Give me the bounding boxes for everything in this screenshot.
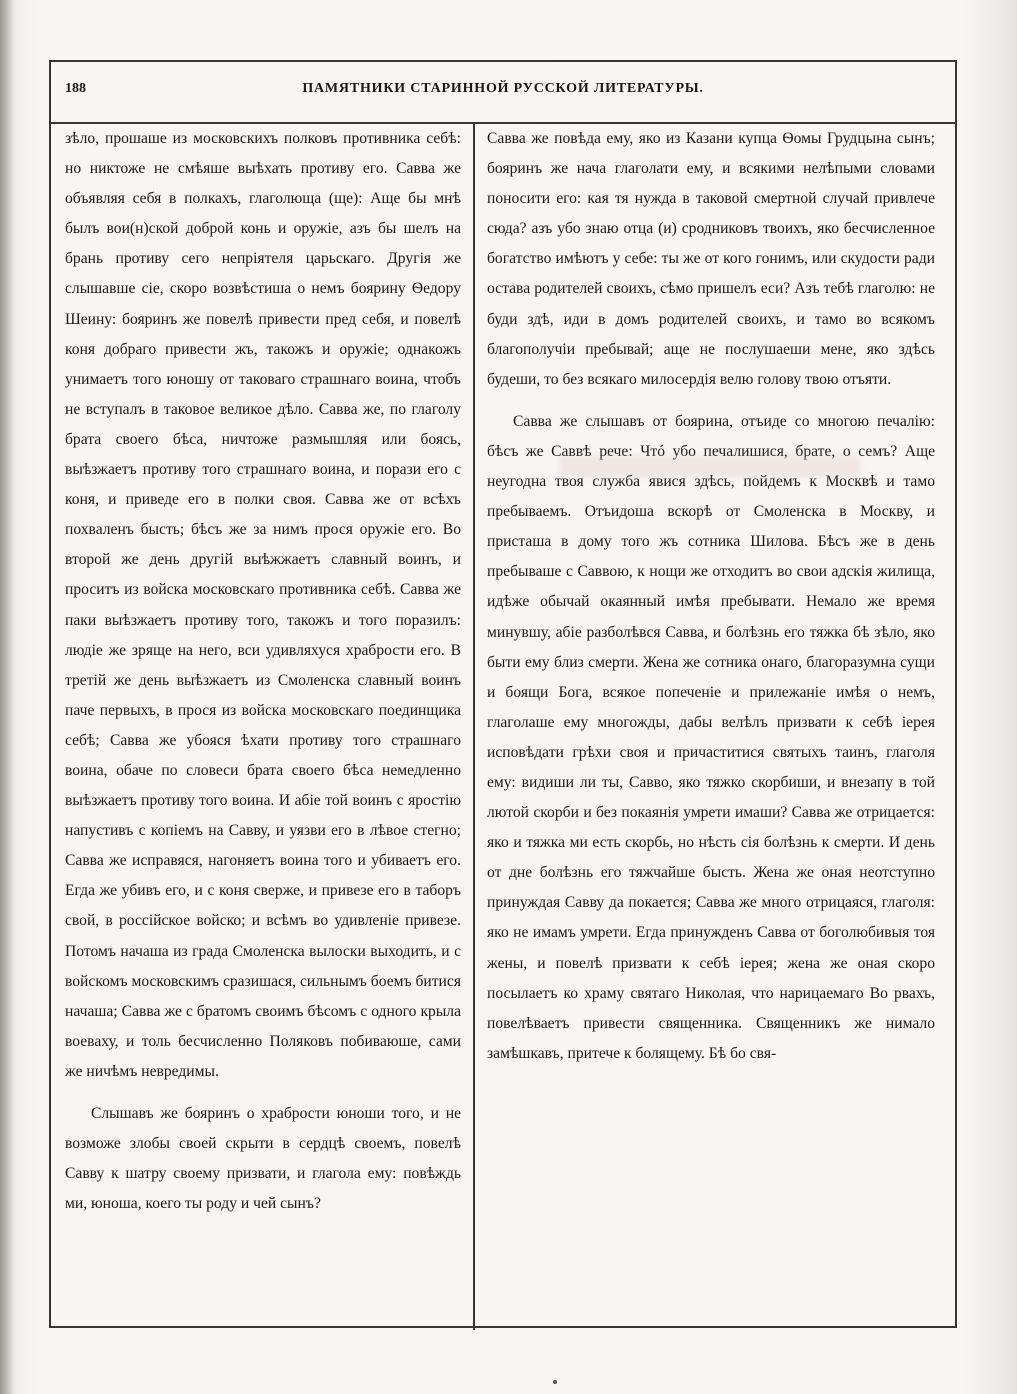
paragraph: зѣло, прошаше из московскихъ полковъ противника себѣ: но никтоже не смѣяше выѣхать противу его. Савва же объявляя себя в полкахъ, глаголюща (ще): Аще бы мнѣ былъ вои(н)ской доброй конь и оружіе, азъ бы шелъ на брань противу сего непріятеля царьскаго. Другія же слышавше сіе, скоро возвѣстиша о немъ боярину Ѳедору Шеину: бояринъ же повелѣ привести пред себя, и повелѣ коня добраго привести жъ, такожъ и оружіе; однакожъ унимаетъ того юношу от таковаго страшнаго воина, чтобъ не вступалъ в таковое великое дѣло. Савва же, по глаголу брата своего бѣса, ничтоже размышляя или боясь, выѣзжаетъ противу того страшнаго воина, и порази его с коня, и приведе его в полки своя. Савва же от всѣхъ похваленъ бысть; бѣсъ же за нимъ прося оружіе его. Во второй же день другій выѣжжаетъ славный воинъ, и проситъ из войска московскаго противника себѣ. Савва же паки выѣзжаетъ противу того, такожъ и того поразилъ: людіе же зряще на него, вси удивляхуся храбрости его. В третій же день выѣзжаетъ из Смоленска славный воинъ паче первыхъ, в прося из войска московскаго поединщика себѣ; Савва же убояся ѣхати противу того страшнаго воина, обаче по словеси брата своего бѣса немедленно выѣзжаетъ противу того воина. И абіе той воинъ с яростію напустивъ с копіемъ на Савву, и уязви его в лѣвое стегно; Савва же исправяся, нагоняетъ воина того и убиваетъ его. Егда же убивъ его, и с коня сверже, и привезе его в таборъ свой, в россійское войско; и всѣмъ во удивленіе привезе. Потомъ начаша из града Смоленска вылоски выходить, и с войскомъ московскимъ сразишася, сильнымъ боемъ битися начаша; Савва же с братомъ своимъ бѣсомъ с одного крыла воеваху, и толь бесчисленно Поляковъ побиваюше, сами же ничѣмъ невредимы. xyxy=(65,130,461,1080)
binding-shadow xyxy=(0,0,14,1394)
column-divider xyxy=(473,122,475,1330)
right-column xyxy=(487,124,935,1069)
running-title: ПАМЯТНИКИ СТАРИННОЙ РУССКОЙ ЛИТЕРАТУРЫ. xyxy=(302,81,704,96)
paper-stain xyxy=(560,455,860,477)
print-mark xyxy=(553,1380,557,1384)
paragraph: Савва же слышавъ от боярина, отъиде со многою печалію: бѣсъ же Саввѣ рече: Чтó убо печалишися, брате, о семъ? Аще неугодна твоя служба явися здѣсь, пойдемъ к Москвѣ и тамо пребываемъ. Отъидоша вскорѣ от Смоленска в Москву, и присташа в дому того жъ сотника Шилова. Бѣсъ же в день пребываше с Саввою, к нощи же отходитъ во свои адскія жилища, идѣже обычай окаянный имѣя пребывати. Немало же время минувшу, абіе разболѣвся Савва, и болѣзнь его тяжка бѣ зѣло, яко быти ему близ смерти. Жена же сотника онаго, благоразумна сущи и боящи Бога, всякое попеченіе и прилежаніе имѣя о немъ, глаголаше ему многожды, дабы велѣлъ призвати к себѣ іерея исповѣдати грѣхи своя и причаститися святыхъ таинъ, глаголя ему: видиши ли ты, Савво, яко тяжко скорбиши, и внезапу в той лютой скорби и без покаянія умрети имаши? Савва же отрицается: яко и тяжка ми есть скорбь, но нѣсть сія болѣзнь к смерти. И день от дне болѣзнь его тяжчайше бысть. Жена же оная неотступно принуждая Савву да покается; Савва же много отрицаяся, глаголя: яко не имамъ умрети. Егда принужденъ Савва от боголюбивыя тоя жены, и повелѣ призвати к себѣ іерея; жена же оная скоро посылаетъ ко храму святаго Николая, что нарицаемаго Во рвахъ, повелѣваетъ привести священника. Священникъ же нимало замѣшкавъ, притече к болящему. Бѣ бо свя- xyxy=(487,412,935,1062)
page-frame xyxy=(49,60,957,1328)
left-column xyxy=(65,124,461,1219)
page-header xyxy=(51,62,955,124)
paragraph: Савва же повѣда ему, яко из Казани купца Ѳомы Грудцына сынъ; бояринъ же нача глаголати ему, и всякими нелѣпыми словами поносити его: кая тя нужда в таковой смертной случай привлече сюда? азъ убо знаю отца (и) сродниковъ твоихъ, яко бесчисленное богатство имѣютъ у себе: ты же от кого гонимъ, или скудости ради остава родителей своихъ, сѣмо пришелъ еси? Азъ тебѣ глаголю: не буди здѣ, иди в домъ родителей своихъ, и тамо во всякомъ благополучіи пребывай; аще не послушаеши мене, яко здѣсь будеши, то без всякаго милосердія велю голову твою отъяти. xyxy=(487,130,935,388)
page-number: 188 xyxy=(65,81,86,96)
paragraph: Слышавъ же бояринъ о храбрости юноши того, и не возможе злобы своей скрыти в сердцѣ своемъ, повелѣ Савву к шатру своему призвати, и глагола ему: повѣждь ми, юноша, коего ты роду и чей сынъ? xyxy=(65,1105,461,1213)
